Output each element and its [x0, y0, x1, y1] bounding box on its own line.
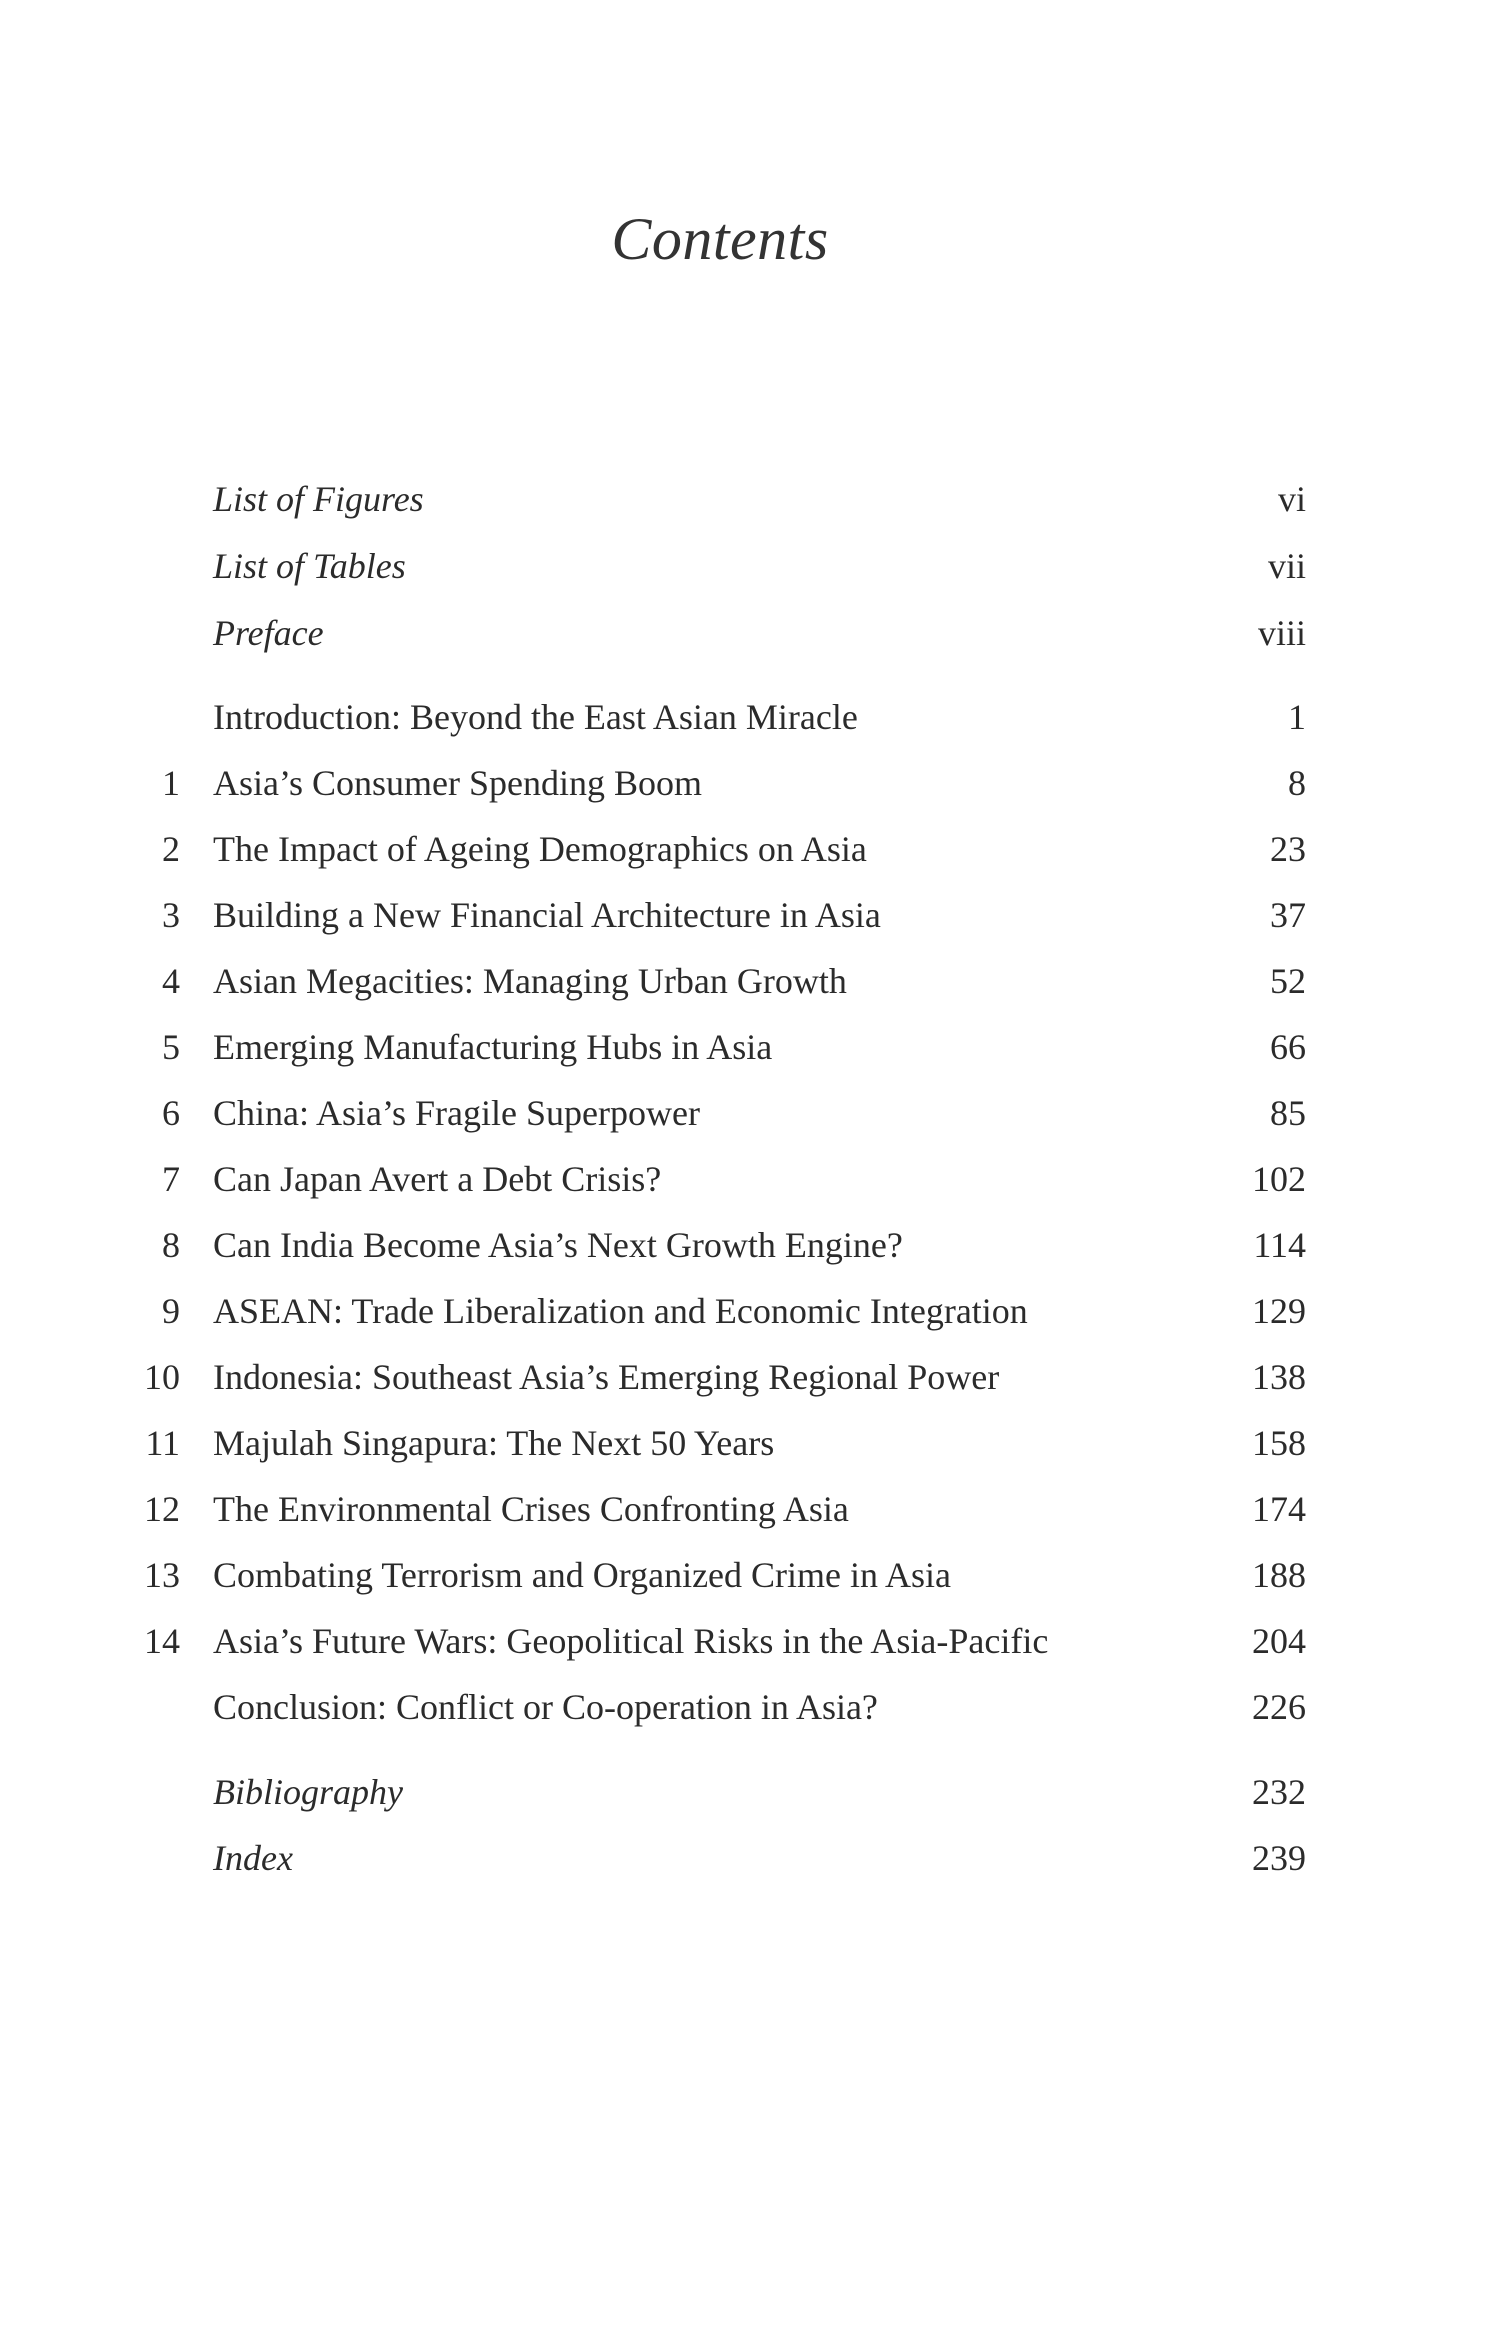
toc-entry-chapter-4[interactable] — [0, 948, 1500, 1014]
toc-entry-title: Asian Megacities: Managing Urban Growth — [213, 961, 847, 1001]
toc-entry-title: Can India Become Asia’s Next Growth Engine? — [213, 1225, 903, 1265]
toc-entry-page: vii — [1267, 546, 1306, 586]
toc-entry-page: 102 — [1252, 1159, 1306, 1199]
toc-entry-title: The Environmental Crises Confronting Asia — [213, 1489, 849, 1529]
toc-entry-title: Asia’s Future Wars: Geopolitical Risks in the Asia-Pacific — [213, 1621, 1049, 1661]
toc-entry-page: 226 — [1252, 1687, 1306, 1727]
toc-entry-page: 23 — [1270, 829, 1306, 869]
toc-entry-number: 7 — [162, 1159, 180, 1199]
toc-entry-number: 3 — [162, 895, 180, 935]
toc-entry-title: List of Figures — [213, 479, 424, 519]
toc-entry-title: Index — [213, 1838, 293, 1878]
toc-entry-page: 37 — [1270, 895, 1306, 935]
toc-entry-preface[interactable] — [0, 600, 1500, 666]
toc-entry-number: 14 — [144, 1621, 180, 1661]
toc-entry-page: 129 — [1252, 1291, 1306, 1331]
toc-entry-title: Majulah Singapura: The Next 50 Years — [213, 1423, 775, 1463]
toc-entry-page: vi — [1277, 479, 1306, 519]
toc-entry-conclusion[interactable] — [0, 1674, 1500, 1740]
toc-entry-list-of-figures[interactable] — [0, 466, 1500, 532]
toc-entry-page: 1 — [1288, 697, 1306, 737]
toc-entry-page: viii — [1257, 613, 1306, 653]
toc-entry-index[interactable] — [0, 1825, 1500, 1891]
toc-entry-number: 13 — [144, 1555, 180, 1595]
toc-entry-list-of-tables[interactable] — [0, 533, 1500, 599]
toc-entry-page: 138 — [1252, 1357, 1306, 1397]
toc-entry-chapter-12[interactable] — [0, 1476, 1500, 1542]
toc-entry-title: Conclusion: Conflict or Co-operation in Asia? — [213, 1687, 878, 1727]
toc-entry-page: 114 — [1253, 1225, 1306, 1265]
toc-entry-page: 158 — [1252, 1423, 1306, 1463]
toc-entry-chapter-7[interactable] — [0, 1146, 1500, 1212]
toc-entry-title: China: Asia’s Fragile Superpower — [213, 1093, 700, 1133]
toc-entry-number: 6 — [162, 1093, 180, 1133]
toc-entry-title: Bibliography — [213, 1772, 403, 1812]
toc-entry-number: 8 — [162, 1225, 180, 1265]
toc-entry-page: 52 — [1270, 961, 1306, 1001]
toc-entry-chapter-3[interactable] — [0, 882, 1500, 948]
toc-entry-title: Preface — [213, 613, 324, 653]
toc-entry-introduction[interactable] — [0, 684, 1500, 750]
toc-entry-page: 8 — [1288, 763, 1306, 803]
toc-entry-number: 12 — [144, 1489, 180, 1529]
toc-entry-page: 188 — [1252, 1555, 1306, 1595]
toc-entry-number: 11 — [145, 1423, 180, 1463]
toc-entry-chapter-14[interactable] — [0, 1608, 1500, 1674]
toc-entry-page: 204 — [1252, 1621, 1306, 1661]
toc-entry-title: Can Japan Avert a Debt Crisis? — [213, 1159, 662, 1199]
toc-entry-title: Asia’s Consumer Spending Boom — [213, 763, 703, 803]
toc-entry-title: The Impact of Ageing Demographics on Asia — [213, 829, 867, 869]
toc-entry-number: 5 — [162, 1027, 180, 1067]
toc-entry-title: Indonesia: Southeast Asia’s Emerging Regional Power — [213, 1357, 1000, 1397]
toc-entry-title: List of Tables — [213, 546, 406, 586]
toc-entry-title: Introduction: Beyond the East Asian Miracle — [213, 697, 858, 737]
toc-entry-title: Emerging Manufacturing Hubs in Asia — [213, 1027, 773, 1067]
toc-entry-page: 66 — [1270, 1027, 1306, 1067]
toc-entry-number: 1 — [162, 763, 180, 803]
toc-entry-chapter-11[interactable] — [0, 1410, 1500, 1476]
toc-entry-chapter-6[interactable] — [0, 1080, 1500, 1146]
toc-entry-page: 174 — [1252, 1489, 1306, 1529]
toc-entry-chapter-10[interactable] — [0, 1344, 1500, 1410]
toc-entry-bibliography[interactable] — [0, 1759, 1500, 1825]
toc-entry-page: 85 — [1270, 1093, 1306, 1133]
toc-entry-page: 239 — [1252, 1838, 1306, 1878]
toc-entry-chapter-1[interactable] — [0, 750, 1500, 816]
toc-entry-chapter-8[interactable] — [0, 1212, 1500, 1278]
toc-entry-title: ASEAN: Trade Liberalization and Economic Integration — [213, 1291, 1028, 1331]
toc-entry-number: 9 — [162, 1291, 180, 1331]
toc-entry-chapter-9[interactable] — [0, 1278, 1500, 1344]
toc-entry-number: 2 — [162, 829, 180, 869]
toc-entry-page: 232 — [1252, 1772, 1306, 1812]
toc-entry-chapter-2[interactable] — [0, 816, 1500, 882]
toc-entry-title: Building a New Financial Architecture in Asia — [213, 895, 881, 935]
toc-entry-title: Combating Terrorism and Organized Crime in Asia — [213, 1555, 952, 1595]
page-title: Contents — [611, 206, 829, 272]
toc-entry-chapter-13[interactable] — [0, 1542, 1500, 1608]
toc-entry-chapter-5[interactable] — [0, 1014, 1500, 1080]
toc-entry-number: 4 — [162, 961, 180, 1001]
toc-entry-number: 10 — [144, 1357, 180, 1397]
